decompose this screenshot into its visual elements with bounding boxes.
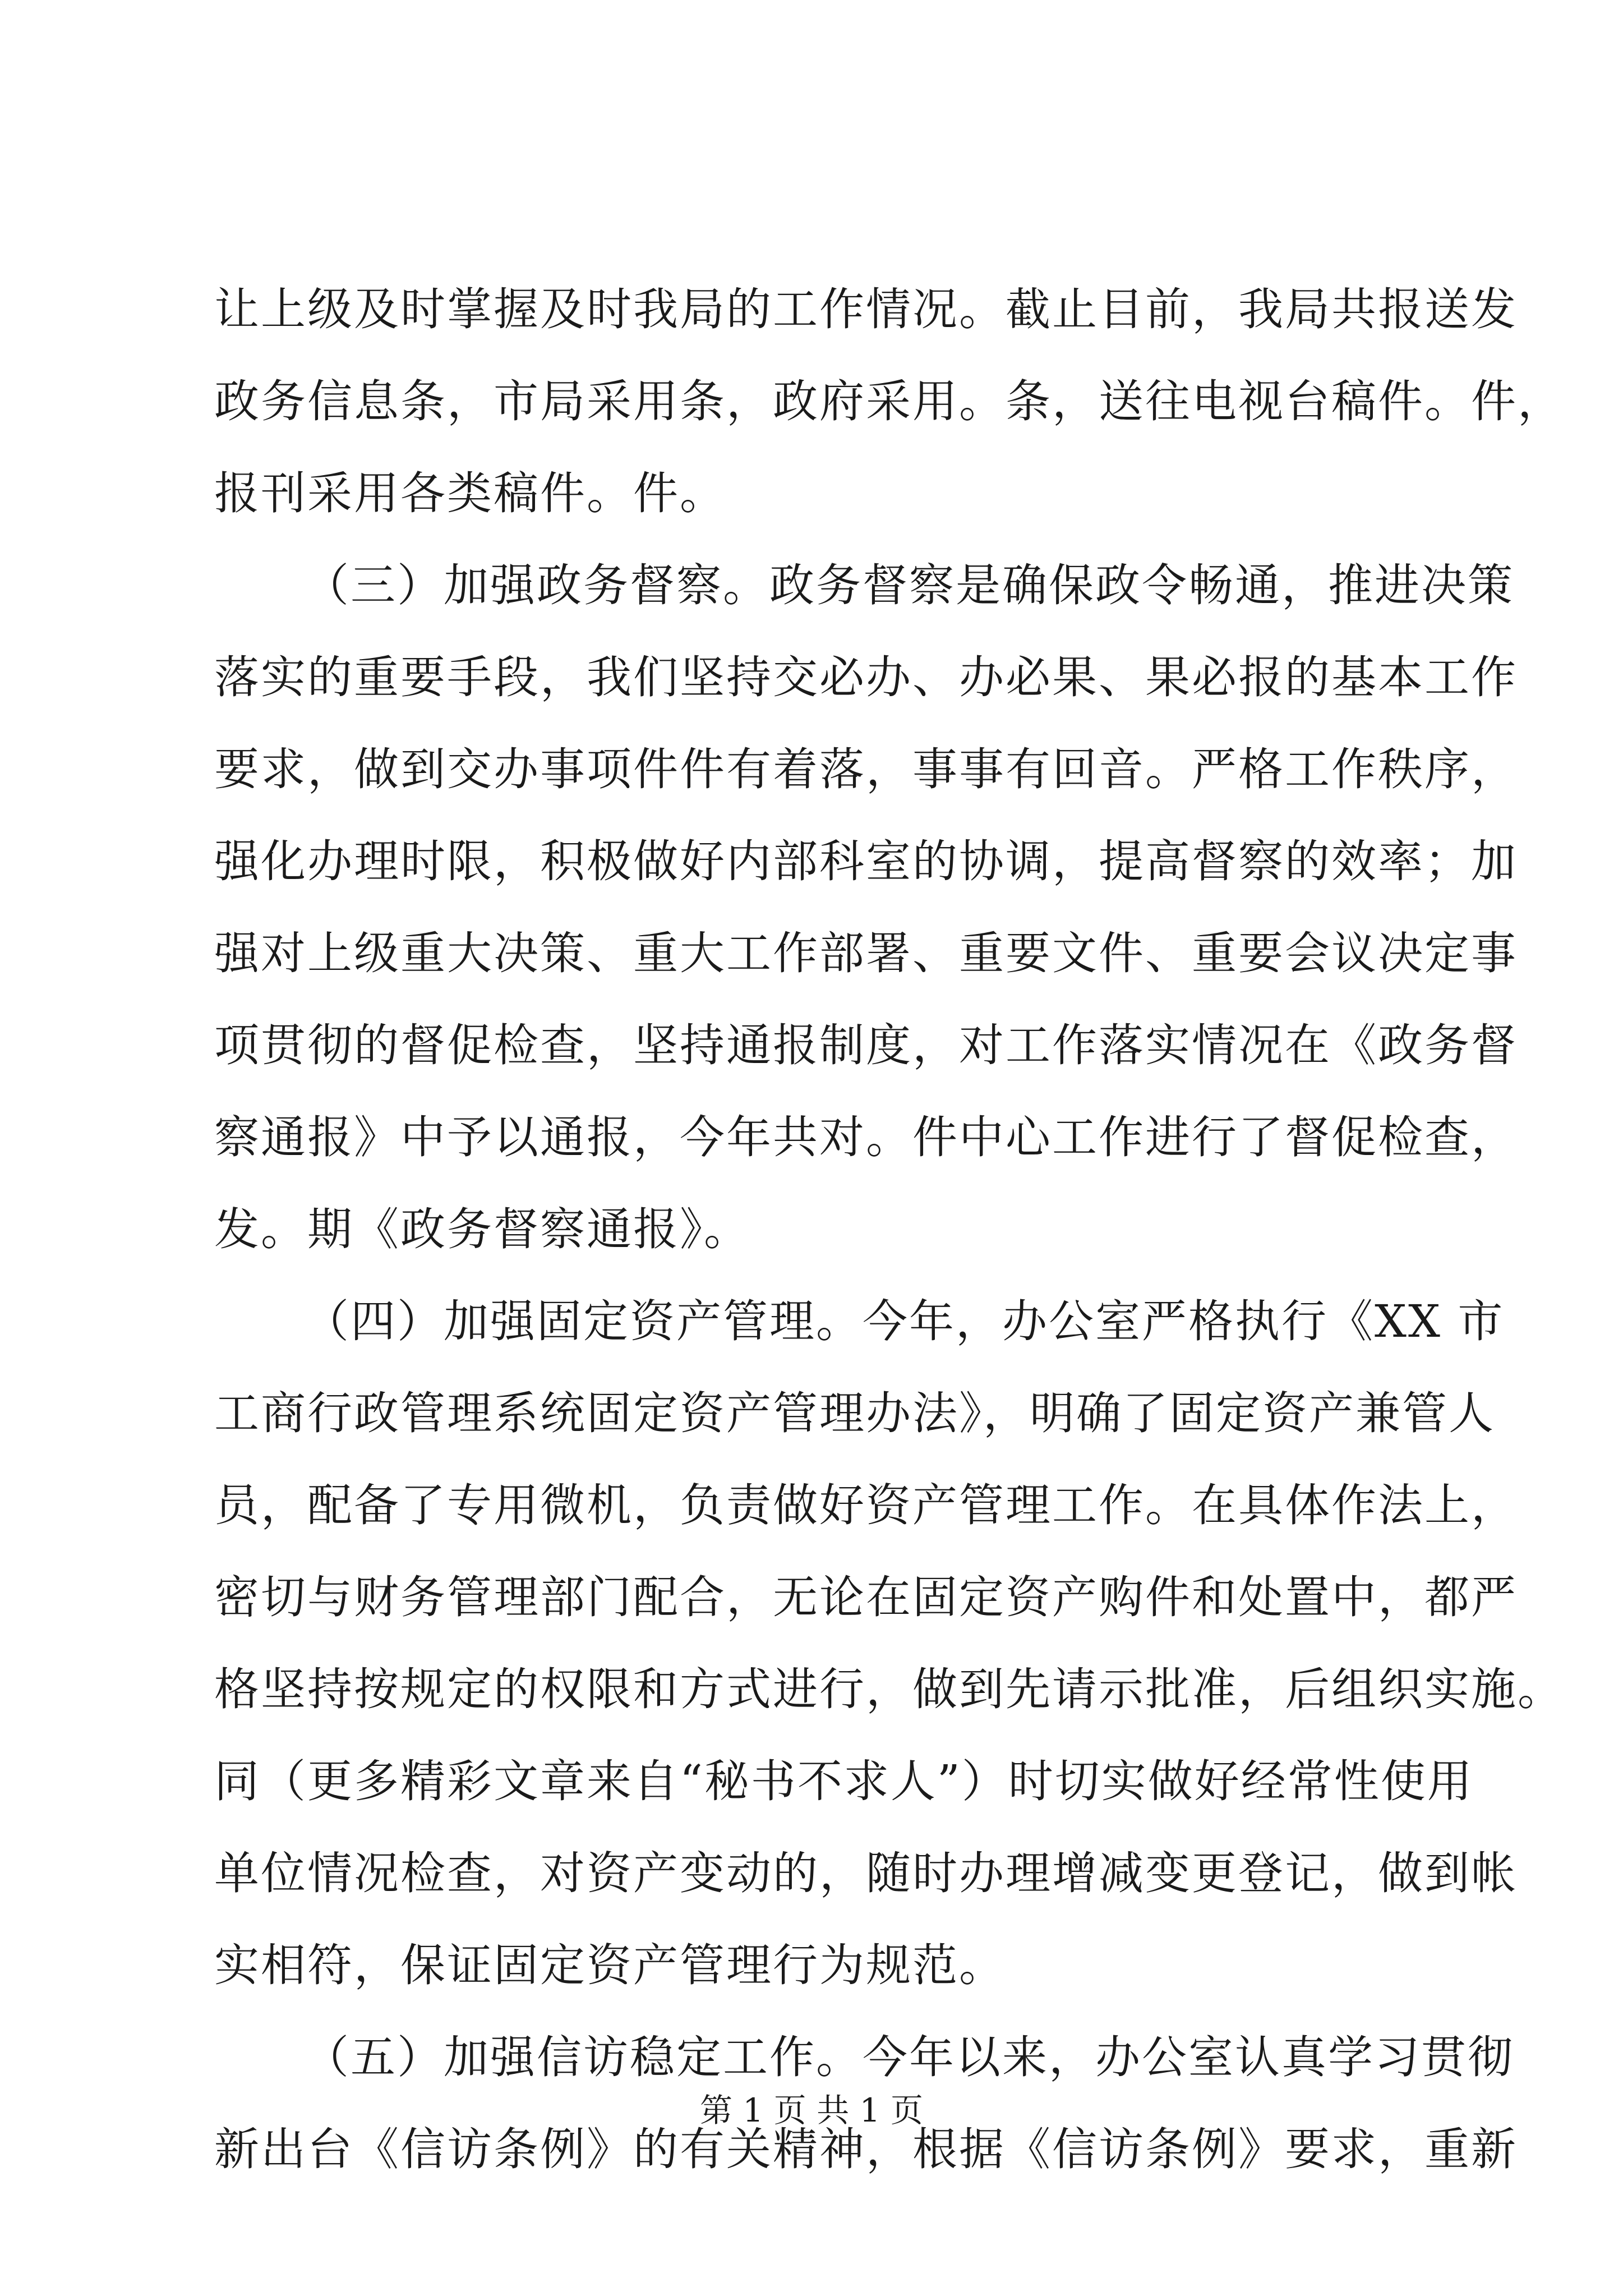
text-line: 发。期《政务督察通报》。: [214, 1203, 750, 1255]
text-line: 项贯彻的督促检查，坚持通报制度，对工作落实情况在《政务督: [214, 1019, 1518, 1071]
text-line: 强对上级重大决策、重大工作部署、重要文件、重要会议决定事: [214, 927, 1518, 979]
text-line: 实相符，保证固定资产管理行为规范。: [214, 1939, 1006, 1991]
text-line: 落实的重要手段，我们坚持交必办、办必果、果必报的基本工作: [214, 651, 1518, 703]
paragraph-1: [214, 264, 1564, 540]
text-line: 格坚持按规定的权限和方式进行，做到先请示批准，后组织实施。: [214, 1663, 1564, 1715]
paragraph-3: [214, 1276, 1564, 2012]
text-line: 新出台《信访条例》的有关精神，根据《信访条例》要求，重新: [214, 2123, 1518, 2175]
page-footer: 第 1 页 共 1 页: [700, 2091, 923, 2129]
text-line: （四）加强固定资产管理。今年，办公室严格执行《XX 市: [304, 1295, 1505, 1347]
text-line: 报刊采用各类稿件。件。: [214, 467, 726, 519]
text-line: 察通报》中予以通报，今年共对。件中心工作进行了督促检查，: [214, 1111, 1518, 1163]
paragraph-2: [214, 540, 1518, 1276]
text-line: 政务信息条，市局采用条，政府采用。条，送往电视台稿件。件，: [214, 375, 1564, 427]
text-line: 强化办理时限，积极做好内部科室的协调，提高督察的效率；加: [214, 835, 1518, 887]
text-line: 同（更多精彩文章来自“秘书不求人”）时切实做好经常性使用: [214, 1755, 1474, 1807]
document-body: [214, 264, 1564, 2196]
text-line: 员，配备了专用微机，负责做好资产管理工作。在具体作法上，: [214, 1479, 1518, 1531]
text-line: 让上级及时掌握及时我局的工作情况。截止目前，我局共报送发: [214, 283, 1518, 335]
text-line: 工商行政管理系统固定资产管理办法》，明确了固定资产兼管人: [214, 1387, 1495, 1439]
text-line: 要求，做到交办事项件件有着落，事事有回音。严格工作秩序，: [214, 743, 1518, 795]
text-line: （三）加强政务督察。政务督察是确保政令畅通，推进决策: [304, 559, 1514, 611]
text-line: （五）加强信访稳定工作。今年以来，办公室认真学习贯彻: [304, 2031, 1514, 2083]
text-line: 单位情况检查，对资产变动的，随时办理增减变更登记，做到帐: [214, 1847, 1518, 1899]
text-line: 密切与财务管理部门配合，无论在固定资产购件和处置中，都严: [214, 1571, 1518, 1623]
